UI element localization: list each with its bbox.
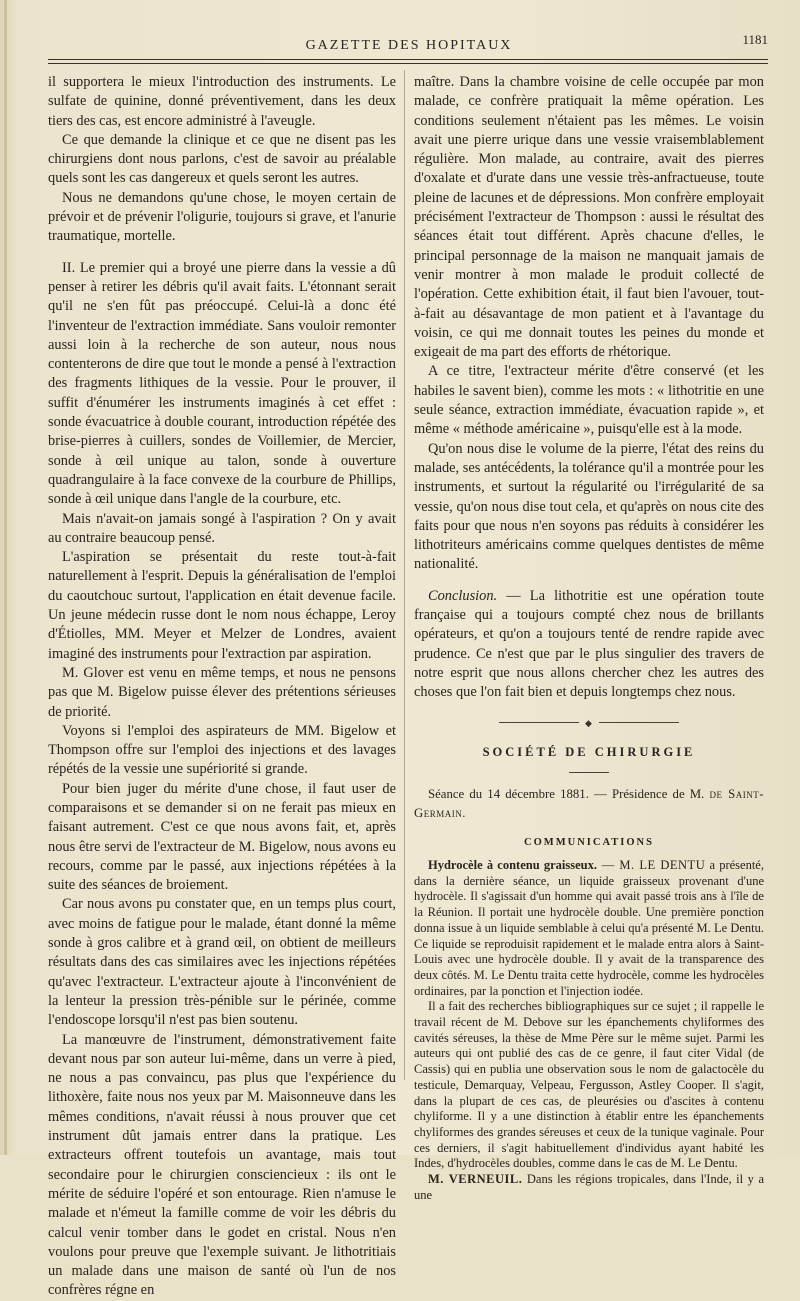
communication-title: Hydrocèle à contenu graisseux. [428, 857, 597, 872]
short-rule [569, 772, 609, 773]
paragraph: M. Glover est venu en même temps, et nous ne pensons pas que M. Bigelow puisse élever des prétentions sérieuses de priorité. [48, 664, 396, 720]
conclusion-text: — La lithotritie est une opération toute française qui a toujours compté chez nous de brillants opérateurs, et qu'on a toujours tenté de rendre rapide avec prudence. Ce n'est que par le plus singulier des travers de notre esprit que nous allons chercher chez les autres des choses que l'on fait bien et depuis longtemps chez nous. [414, 587, 764, 701]
session-line [414, 785, 764, 824]
section-title: SOCIÉTÉ DE CHIRURGIE [482, 744, 696, 759]
paragraph: Car nous avons pu constater que, en un temps plus court, avec moins de fatigue pour le malade, étant donné la même sonde à gros calibre et à grand œil, on obtient de meilleurs résultats dans des cas similaires avec les injections répétées qu'avec l'extracteur. L'extracteur ajoute à l'inconvénient de la lenteur la pression très-pénible sur le périnée, comme l'endoscope lorsqu'il n'est pas bien soutenu. [48, 896, 396, 1029]
header-rule-thick [48, 59, 768, 60]
session-president: de Saint-Germain. [414, 787, 764, 821]
paragraph: Mais n'avait-on jamais songé à l'aspiration ? On y avait au contraire beaucoup pensé. [48, 510, 396, 546]
header-rule-thin [48, 63, 768, 64]
communication-text: a présenté, dans la dernière séance, un liquide graisseux provenant d'une hydrocèle. Il s'agissait d'un homme qui avait passé trois ans à l'île de la Réunion. Il portait une hydrocèle double. Une première ponction donna issue à un liquide semblable à celui qu'a présenté M. Le Dentu. Ce liquide se reproduisit rapidement et le malade entra alors à Saint-Louis avec une hydrocèle double. Il y avait de la transparence des deux côtés. M. Le Dentu traita cette hydrocèle, comme les hydrocèles ordinaires, par la ponction et l'injection iodée. [414, 857, 764, 998]
page-binding-edge [4, 0, 7, 1155]
left-column [48, 73, 396, 1301]
session-date: Séance du 14 décembre 1881. — Présidence de M. [428, 787, 710, 802]
speaker-name: M. VERNEUIL. [428, 1172, 523, 1187]
page-number: 1181 [742, 32, 768, 47]
conclusion-paragraph [414, 587, 764, 703]
ornament-line [499, 722, 579, 723]
paragraph: Qu'on nous dise le volume de la pierre, l'état des reins du malade, ses antécédents, la tolérance qu'il a montrée pour les instruments, et surtout la régularité ou l'irrégularité de sa vessie, qu'on nous dise tout cela, et qu'après on nous cite des faits pour que nous n'en soyons pas réduits à considérer les lithotriteurs américains comme quelques dentistes de même nationalité. [414, 440, 764, 573]
paragraph: Pour bien juger du mérite d'une chose, il faut user de comparaisons et se demander si on ne ferait pas mieux en faisant autrement. C'est ce que nous avons fait, et, après nous être servi de l'extracteur de M. Bigelow, nous avons eu recours, comme par le passé, aux injections répétées à la suite des séances de broiement. [48, 780, 396, 894]
paragraph: Voyons si l'emploi des aspirateurs de MM. Bigelow et Thompson offre sur l'emploi des injections et des lavages répétés de la vessie une supériorité si grande. [48, 722, 396, 778]
ornament-divider [414, 713, 764, 733]
right-column [414, 73, 764, 1203]
communication-author: — M. LE DENTU [597, 857, 706, 872]
column-divider [404, 70, 405, 1080]
speaker-text: Dans les régions tropicales, dans l'Inde, il y a une [414, 1172, 765, 1202]
paragraph: maître. Dans la chambre voisine de celle occupée par mon malade, ce confrère pratiquait la même opération. Les conditions seulement n'étaient pas les mêmes. Le voisin avait une pierre urique dans une vessie vraisemblablement régulière. Mon malade, au contraire, avait des pierres d'oxalate et d'urate dans une vessie très-anfractueuse, toute pleine de lacunes et de dépressions. Mon confrère employait précisément l'extracteur de Thompson : aussi le résultat des séances était tout différent. Après chacune d'elles, le principal personnage de la maison ne manquait jamais de venir montrer à mon malade le produit collecté de l'opération. Cette exhibition était, il faut bien l'avouer, tout-à-fait au désavantage de mon patient et à l'avantage du voisin, ce qui me donnait toutes les peines du monde et exigeait de ma part des efforts de rhétorique. [414, 74, 764, 361]
paragraph: Nous ne demandons qu'une chose, le moyen certain de prévoir et de prévenir l'oligurie, toujours si grave, et l'anurie traumatique, mortelle. [48, 189, 396, 245]
paragraph: L'aspiration se présentait du reste tout-à-fait naturellement à l'esprit. Depuis la généralisation de l'emploi du caoutchouc surtout, l'application en était devenue facile. Un jeune médecin russe dont le nom nous échappe, Leroy d'Étiolles, MM. Meyer et Melzer de Londres, avaient imaginé des instruments pour l'extraction par aspiration. [48, 549, 396, 662]
ornament-line [599, 722, 679, 723]
paragraph: il supportera le mieux l'introduction des instruments. Le sulfate de quinine, donné préventivement, dans les deux tiers des cas, est encore administré à l'aveugle. [48, 74, 396, 129]
paragraph: La manœuvre de l'instrument, démonstrativement faite devant nous par son auteur lui-même, dans un verre à pied, ne nous a pas convaincu, pas plus que l'expérience du lithoxère, faite nous nos yeux par M. Maisonneuve dans les mêmes conditions, n'avait réussi à nous prouver que cet instrument dût jamais entrer dans la pratique. Les extracteurs offrent toutefois un avantage, mais tout secondaire pour le chirurgien consciencieux : ils ont le mérite de séduire l'opéré et son entourage. Rien n'amuse le malade et n'émeut la famille comme de voir les débris du calcul venir tomber dans le godet en cristal. Nous n'en voulons pour preuve que l'exemple suivant. Je lithotritiais un malade dans une maison de santé où l'un de nos confrères régne en [48, 1031, 396, 1299]
paragraph-section-ii: II. Le premier qui a broyé une pierre dans la vessie a dû penser à retirer les débris qu'il avait faits. L'étonnant serait qu'il ne s'en fût pas préoccupé. Celui-là a donc été l'inventeur de l'extraction immédiate. Sans vouloir remonter aussi loin à la recherche de son auteur, nous nous contenterons de dire que tout le monde a pensé à l'extraction des fragments lithiques de la vessie. Pour le prouver, il suffit d'énumérer les instruments imaginés à cet effet : sonde évacuatrice à double courant, introduction répétée des brise-pierres à cuillers, sondes de Voillemier, de Mercier, sonde à œil unique au talon, sonde à ouverture quadrangulaire à la face convexe de la courbure de Phillips, sonde à œil unique dans l'angle de la courbure, etc. [48, 259, 396, 508]
paragraph: A ce titre, l'extracteur mérite d'être conservé (et les habiles le savent bien), comme les mots : « lithotritie en une seule séance, extraction immédiate, évacuation rapide », et même « méthode américaine », puisqu'elle est à la mode. [414, 363, 764, 438]
communication-paragraph: Il a fait des recherches bibliographiques sur ce sujet ; il rappelle le travail récent de M. Debove sur les épanchements chyliformes des cavités séreuses, la thèse de Mme Père sur le même sujet. Parmi les auteurs qui ont publié des cas de ce genre, il faut citer Vidal (de Cassis) qui en publia une observation sous le nom de galactocèle du testicule, Demarquay, Velpeau, Fergusson, Astley Cooper. Il s'agit, dans la plupart de ces cas, de pleurésies ou d'ascites à contenu chyliforme. Il y a une distinction à établir entre les épanchements chyliformes des grandes séreuses et ceux de la tunique vaginale. Pour ces derniers, il s'agit habituellement d'individus ayant habité les Indes, d'hydrocèles doubles, comme dans le cas de M. Le Dentu. [414, 999, 764, 1171]
conclusion-label: Conclusion. [428, 587, 498, 604]
paragraph: Ce que demande la clinique et ce que ne disent pas les chirurgiens dont nous parlons, c'est de savoir au préalable quels sont les cas dangereux et quels seront les autres. [48, 131, 396, 187]
subsection-title: COMMUNICATIONS [524, 836, 654, 848]
ornament-diamond-icon: ◆ [585, 717, 593, 728]
journal-title: GAZETTE DES HOPITAUX [305, 38, 513, 53]
communication-paragraph [414, 858, 764, 999]
communication-paragraph [414, 1172, 764, 1203]
